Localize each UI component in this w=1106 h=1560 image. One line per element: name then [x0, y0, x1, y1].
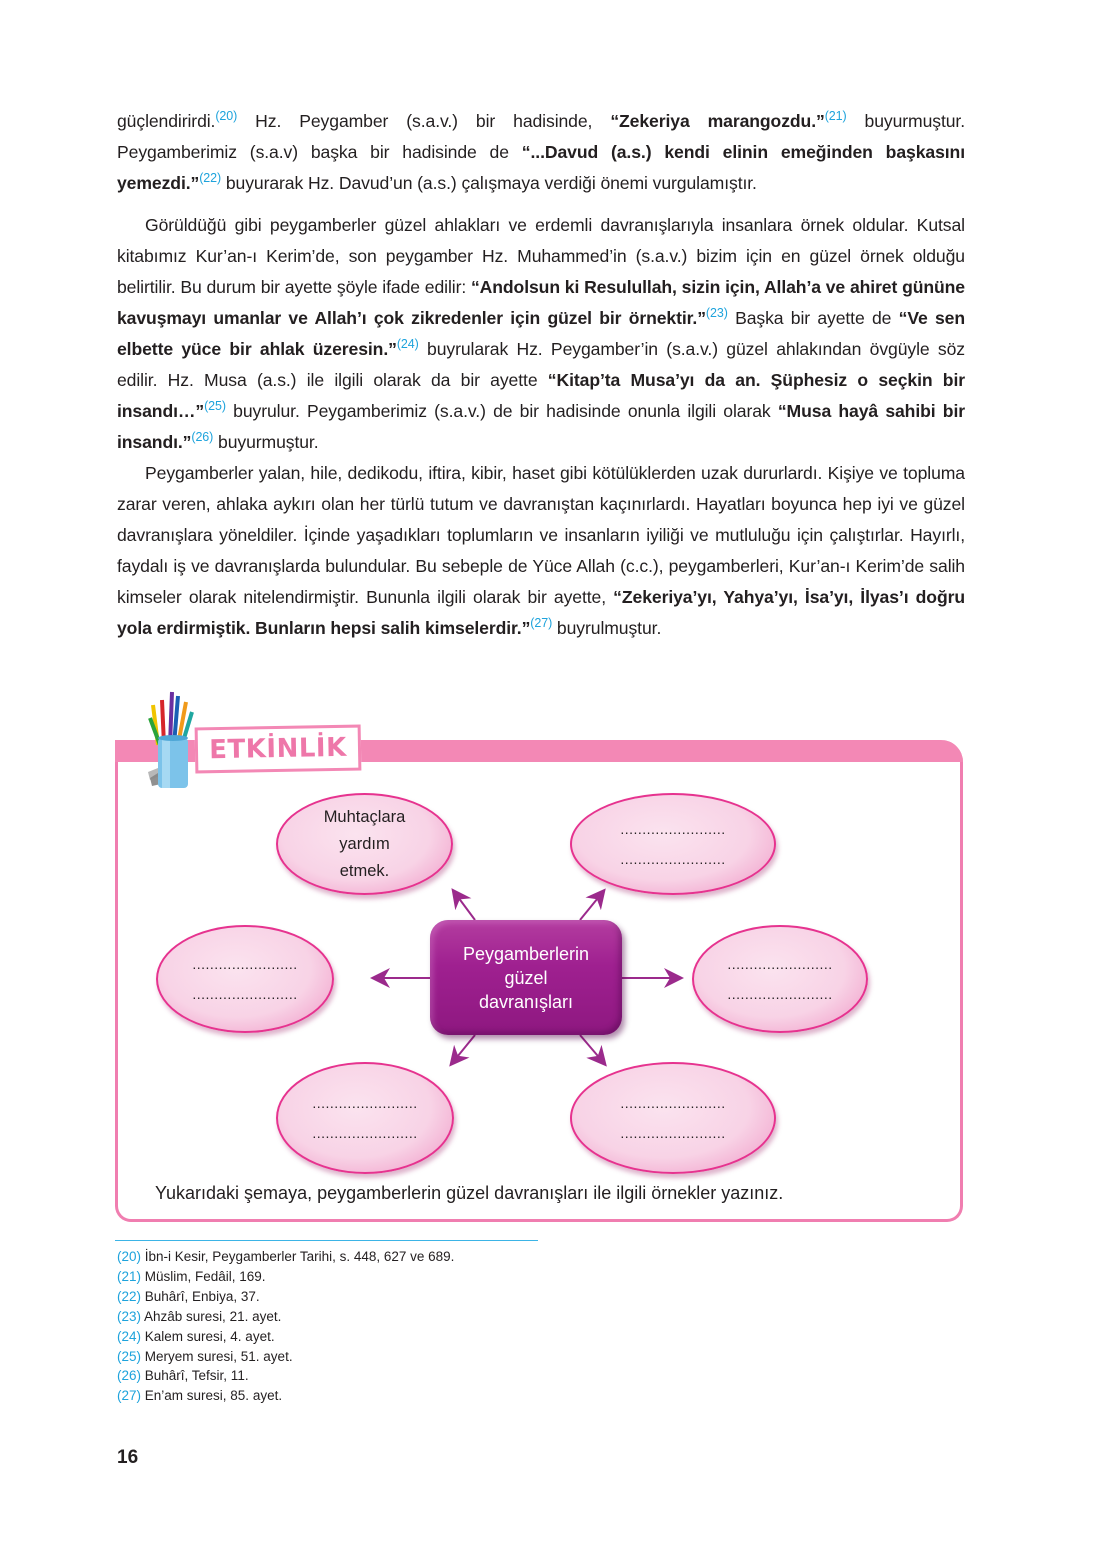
footnote-divider	[115, 1240, 538, 1241]
paragraph-2	[117, 210, 965, 458]
blank-line[interactable]: ........................	[620, 821, 726, 837]
quoted-verse: “Musa hayâ sahibi bir insandı.”	[117, 401, 965, 452]
ellipse-bottom-left[interactable]	[276, 1062, 454, 1174]
footnote: (21) Müslim, Fedâil, 169.	[117, 1268, 266, 1284]
footnotes	[117, 1247, 454, 1406]
text-run: Başka bir ayette de	[727, 308, 899, 328]
footnote-ref: (21)	[824, 109, 847, 123]
text-run: Peygamberler yalan, hile, dedikodu, iftira, kibir, haset gibi kötülüklerden uzak dururlardı. Kişiye ve topluma zarar veren, ahlaka aykırı olan her türlü tutum ve davranıştan kaçınırlardı. Hayatları boyunca hep iyi ve güzel davranışlara yöneldiler. İçinde yaşadıkları toplumların ve insanların iyiliği ve mutluluğu için çalıştırlar. Hayırlı, faydalı iş ve davranışlarda bulundular. Bu sebeple de Yüce Allah (c.c.), peygamberleri, Kur’an-ı Kerim’de salih kimseler olarak nitelendirmiştir. Bununla ilgili olarak bir ayette,	[117, 463, 965, 607]
footnote-ref: (26)	[191, 430, 214, 444]
blank-line[interactable]: ........................	[620, 851, 726, 867]
ellipse-top-right[interactable]	[570, 793, 776, 895]
center-text-line: davranışları	[478, 991, 574, 1012]
ellipse-text-line: etmek.	[339, 861, 390, 880]
footnote: (24) Kalem suresi, 4. ayet.	[117, 1328, 275, 1344]
activity-label: ETKİNLİK	[209, 732, 347, 766]
quoted-verse: “...Davud (a.s.) kendi elinin emeğinden başkasını yemezdi.”	[117, 142, 965, 193]
quoted-verse: “Zekeriya’yı, Yahya’yı, İsa’yı, İlyas’ı doğru yola erdirmiştik. Bunların hepsi salih kimselerdir.”	[117, 587, 965, 638]
text-run: buyrularak Hz. Peygamber’in (s.a.v.) güzel ahlakından övgüyle söz edilir. Hz. Musa (a.s.) ile ilgili olarak da bir ayette	[117, 339, 965, 390]
text-run: buyurmuştur. Peygamberimiz (s.a.v) başka bir hadisinde de	[117, 111, 965, 162]
footnote: (25) Meryem suresi, 51. ayet.	[117, 1348, 293, 1364]
text-run: Hz. Peygamber (s.a.v.) bir hadisinde,	[237, 111, 611, 131]
footnote: (26) Buhârî, Tefsir, 11.	[117, 1368, 249, 1384]
blank-line[interactable]: ........................	[312, 1125, 418, 1141]
footnote-ref: (27)	[530, 616, 553, 630]
center-text-line: güzel	[504, 967, 548, 988]
blank-line[interactable]: ........................	[727, 986, 833, 1002]
activity-label-box	[195, 725, 362, 774]
paragraph-3	[117, 458, 965, 644]
text-run: Görüldüğü gibi peygamberler güzel ahlakları ve erdemli davranışlarıyla insanlara örnek oldular. Kutsal kitabımız Kur’an-ı Kerim’de, son peygamber Hz. Muhammed’in (s.a.v.) bizim için en güzel örnek olduğu belirtilir. Bu durum bir ayette şöyle ifade edilir:	[117, 215, 965, 297]
ellipse-bottom-right[interactable]	[570, 1062, 776, 1174]
quoted-verse: “Kitap’ta Musa’yı da an. Şüphesiz o seçkin bir insandı…”	[117, 370, 965, 421]
quoted-verse: “Andolsun ki Resulullah, sizin için, Allah’a ve ahiret gününe kavuşmayı umanlar ve Allah’ı çok zikredenler için güzel bir örnektir.”	[117, 277, 965, 328]
footnote-ref: (25)	[204, 399, 226, 413]
ellipse-text-line: yardım	[339, 834, 390, 853]
footnote-ref: (23)	[705, 306, 728, 320]
blank-line[interactable]: ........................	[192, 956, 298, 972]
ellipse-text-line: Muhtaçlara	[323, 807, 406, 826]
page-number: 16	[117, 1447, 139, 1468]
footnote: (20) İbn-i Kesir, Peygamberler Tarihi, s. 448, 627 ve 689.	[117, 1249, 455, 1264]
footnote: (27) En’am suresi, 85. ayet.	[117, 1388, 283, 1404]
blank-line[interactable]: ........................	[727, 956, 833, 972]
paragraph-1	[117, 106, 965, 199]
text-run: buyrulur. Peygamberimiz (s.a.v.) de bir hadisinde onunla ilgili olarak	[225, 401, 778, 421]
footnote-ref: (20)	[215, 109, 238, 123]
center-concept-box	[430, 920, 622, 1035]
ellipse-right[interactable]	[692, 925, 868, 1033]
quoted-verse: “Ve sen elbette yüce bir ahlak üzeresin.”	[117, 308, 965, 359]
quoted-verse: “Zekeriya marangozdu.”	[610, 111, 825, 131]
text-run: buyurarak Hz. Davud’un (a.s.) çalışmaya verdiği önemi vurgulamıştır.	[221, 173, 757, 193]
text-run: güçlendirirdi.	[117, 111, 216, 131]
blank-line[interactable]: ........................	[312, 1095, 418, 1111]
blank-line[interactable]: ........................	[620, 1095, 726, 1111]
ellipse-left[interactable]	[156, 925, 334, 1033]
footnote: (22) Buhârî, Enbiya, 37.	[117, 1288, 260, 1304]
blank-line[interactable]: ........................	[192, 986, 298, 1002]
text-run: buyrulmuştur.	[552, 618, 662, 638]
activity-instruction: Yukarıdaki şemaya, peygamberlerin güzel davranışları ile ilgili örnekler yazınız.	[155, 1183, 784, 1203]
footnote-ref: (22)	[199, 171, 222, 185]
text-run: buyurmuştur.	[213, 432, 319, 452]
blank-line[interactable]: ........................	[620, 1125, 726, 1141]
center-text-line: Peygamberlerin	[462, 943, 590, 964]
ellipse-top-left	[276, 793, 453, 895]
footnote-ref: (24)	[396, 337, 419, 351]
footnote: (23) Ahzâb suresi, 21. ayet.	[117, 1308, 282, 1324]
